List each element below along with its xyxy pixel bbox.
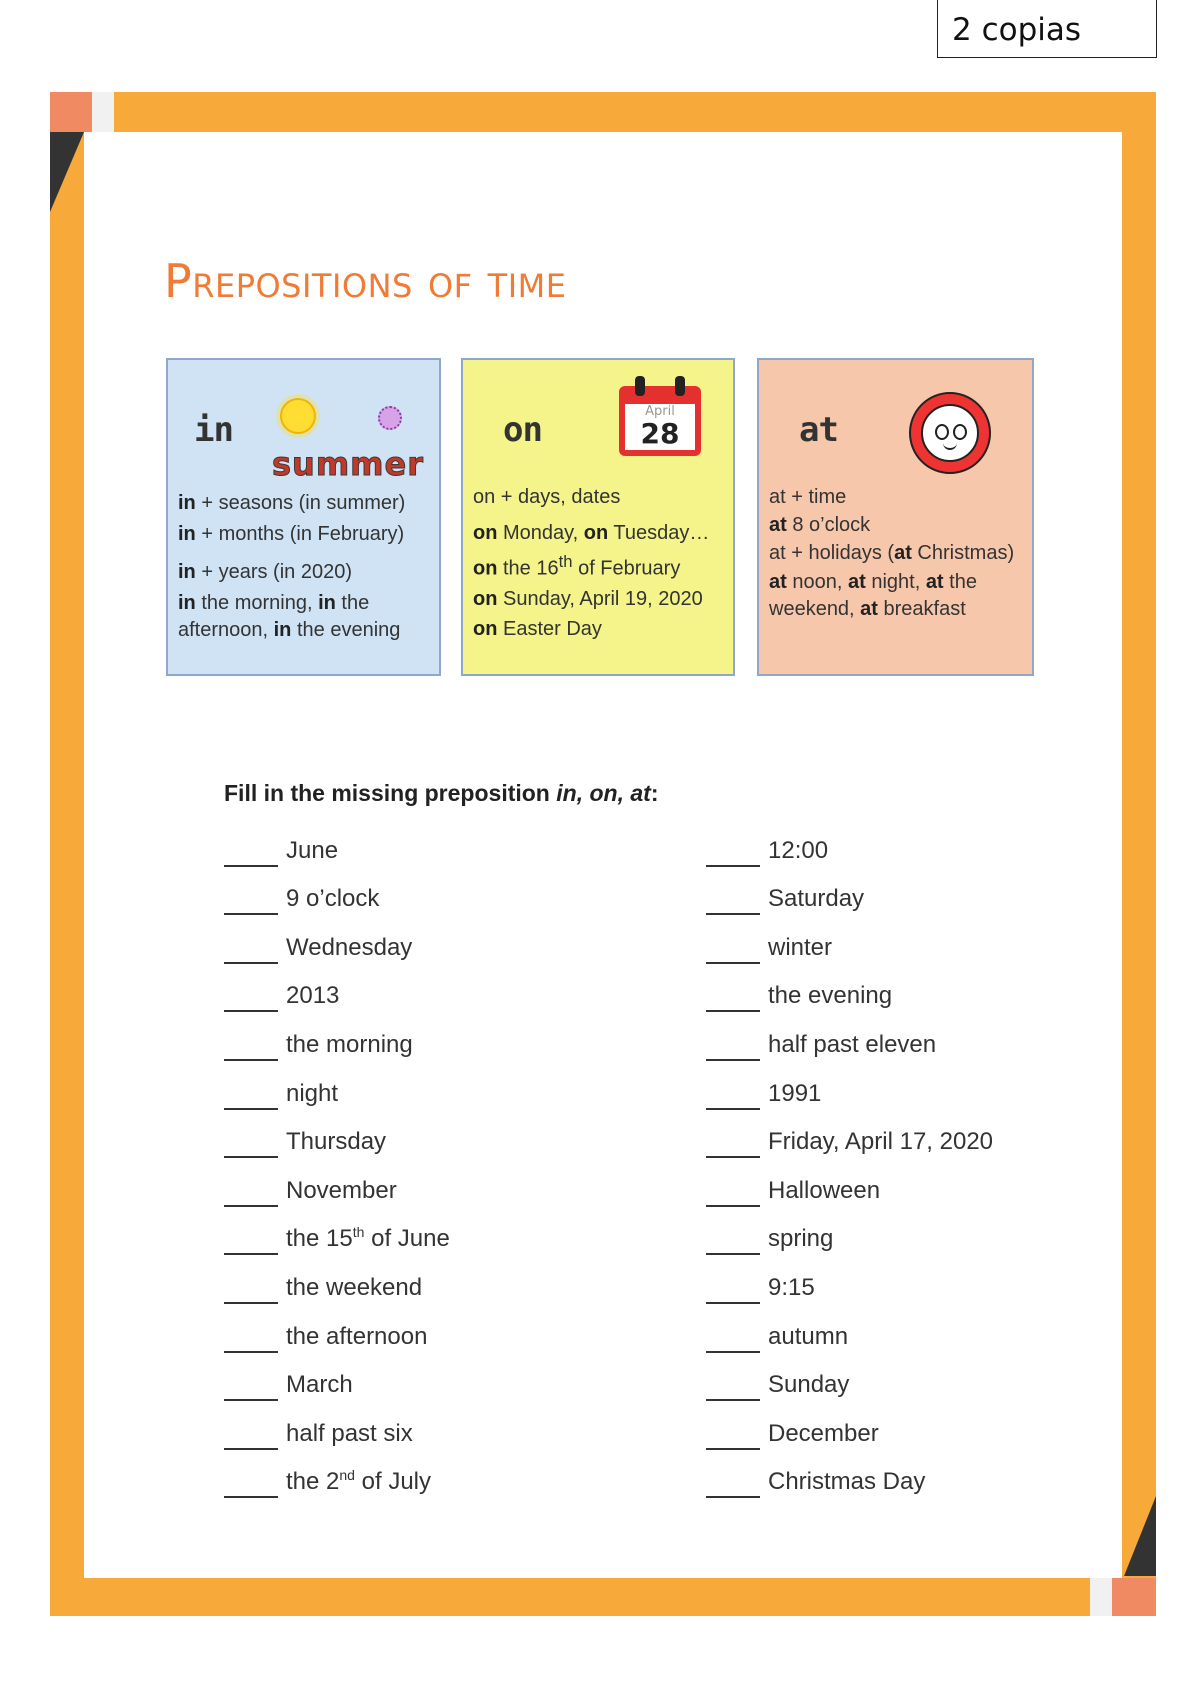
pencil-band-top-left — [92, 92, 114, 132]
answer-blank[interactable] — [224, 1426, 278, 1450]
answer-blank[interactable] — [706, 1134, 760, 1158]
exercise-item — [706, 822, 993, 871]
exercise-item — [706, 1259, 993, 1308]
exercise-item — [224, 1357, 450, 1406]
keyword-on: on — [503, 410, 542, 450]
exercise-item-text: the morning — [286, 1030, 413, 1058]
rule-line: on Monday, on Tuesday… — [473, 522, 710, 544]
rule-lines-in — [178, 488, 433, 646]
exercise-item — [706, 1357, 993, 1406]
exercise-item — [706, 1016, 993, 1065]
rule-line: in + years (in 2020) — [178, 561, 352, 583]
pencil-eraser-bottom-right — [1110, 1578, 1156, 1616]
exercise-item — [224, 919, 450, 968]
exercise-item — [706, 1211, 993, 1260]
answer-blank[interactable] — [706, 940, 760, 964]
calendar-month: April — [645, 404, 675, 419]
exercise-item — [706, 1308, 993, 1357]
exercise-item — [706, 1114, 993, 1163]
rule-line: in + months (in February) — [178, 523, 405, 545]
answer-blank[interactable] — [706, 1280, 760, 1304]
exercise-item-text: November — [286, 1176, 397, 1204]
exercise-item-text: Thursday — [286, 1128, 387, 1156]
answer-blank[interactable] — [706, 988, 760, 1012]
rule-line: on Easter Day — [473, 617, 602, 640]
rule-line: at noon, at night, at the — [769, 571, 977, 593]
calendar-day: 28 — [640, 417, 680, 450]
exercise-item — [224, 1162, 450, 1211]
pencil-tip-icon — [50, 132, 84, 212]
exercise-item-text: half past eleven — [768, 1030, 937, 1058]
answer-blank[interactable] — [224, 1231, 278, 1255]
exercise-column-right — [706, 822, 993, 1502]
exercise-item-text: 1991 — [768, 1079, 822, 1107]
rule-line: at 8 o’clock — [769, 514, 871, 536]
answer-blank[interactable] — [706, 1183, 760, 1207]
answer-blank[interactable] — [224, 1037, 278, 1061]
rule-box-at — [757, 358, 1034, 676]
sun-icon — [280, 398, 316, 434]
rule-line: on the 16th of February — [473, 552, 681, 580]
exercise-item-text: June — [286, 836, 339, 864]
exercise-item — [706, 919, 993, 968]
rule-line: on Sunday, April 19, 2020 — [473, 587, 703, 610]
answer-blank[interactable] — [224, 988, 278, 1012]
rule-lines-on — [473, 482, 727, 645]
exercise-item — [224, 1114, 450, 1163]
exercise-item-text: 9 o’clock — [286, 885, 380, 913]
exercise-item — [706, 871, 993, 920]
exercise-item — [224, 1016, 450, 1065]
exercise-item — [224, 1065, 450, 1114]
exercise-item-text: the afternoon — [286, 1322, 428, 1350]
answer-blank[interactable] — [706, 843, 760, 867]
pencil-eraser-top-left — [50, 92, 98, 132]
exercise-item-text: the 2nd of July — [286, 1467, 431, 1496]
exercise-item — [224, 968, 450, 1017]
rule-line: on + days, dates — [473, 486, 621, 508]
exercise-item — [224, 1308, 450, 1357]
rule-line: at + holidays (at Christmas) — [769, 542, 1015, 564]
exercise-item-text: Wednesday — [286, 933, 413, 961]
exercise-item-text: the evening — [768, 982, 893, 1010]
answer-blank[interactable] — [706, 1329, 760, 1353]
exercise-item-text: Halloween — [768, 1176, 881, 1204]
rule-line: in + seasons (in summer) — [178, 492, 406, 514]
answer-blank[interactable] — [706, 891, 760, 915]
exercise-item-text: night — [286, 1079, 339, 1107]
exercise-item-text: half past six — [286, 1419, 413, 1447]
page-title: Prepositions of time — [164, 254, 567, 308]
exercise-item — [224, 1454, 450, 1503]
exercise-item-text: Friday, April 17, 2020 — [768, 1128, 994, 1156]
exercise-item-text: spring — [768, 1225, 834, 1253]
exercise-item — [224, 1405, 450, 1454]
answer-blank[interactable] — [224, 940, 278, 964]
exercise-item-text: Saturday — [768, 885, 865, 913]
summer-picture-word: summer — [272, 445, 424, 483]
exercise-item — [224, 1259, 450, 1308]
exercise-item — [224, 822, 450, 871]
exercise-column-left — [224, 822, 450, 1502]
answer-blank[interactable] — [706, 1377, 760, 1401]
pencil-tip-icon — [1124, 1496, 1156, 1576]
exercise-item-text: March — [286, 1371, 353, 1399]
rule-line: in the morning, in the — [178, 592, 370, 614]
pencil-band-bottom-right — [1090, 1578, 1112, 1616]
exercise-item — [706, 968, 993, 1017]
keyword-in: in — [194, 410, 233, 450]
exercise-item — [706, 1405, 993, 1454]
exercise-item-text: autumn — [768, 1322, 849, 1350]
exercise-item — [224, 1211, 450, 1260]
clock-icon — [909, 392, 991, 474]
rule-lines-at — [769, 482, 1026, 625]
flower-icon — [378, 406, 402, 430]
answer-blank[interactable] — [224, 1086, 278, 1110]
answer-blank[interactable] — [224, 1474, 278, 1498]
exercise-item — [706, 1454, 993, 1503]
exercise-item — [706, 1162, 993, 1211]
answer-blank[interactable] — [224, 1183, 278, 1207]
calendar-icon — [619, 386, 701, 456]
exercise-item-text: Sunday — [768, 1371, 850, 1399]
answer-blank[interactable] — [224, 843, 278, 867]
answer-blank[interactable] — [224, 1134, 278, 1158]
answer-blank[interactable] — [706, 1086, 760, 1110]
exercise-item — [706, 1065, 993, 1114]
rule-line: at + time — [769, 486, 847, 508]
exercise-item-text: 2013 — [286, 982, 340, 1010]
rule-line: afternoon, in the evening — [178, 619, 401, 641]
answer-blank[interactable] — [224, 1280, 278, 1304]
exercise-item — [224, 871, 450, 920]
exercise-item-text: winter — [768, 933, 833, 961]
exercise-item-text: 12:00 — [768, 836, 829, 864]
exercise-item-text: the weekend — [286, 1273, 423, 1301]
exercise-item-text: December — [768, 1419, 879, 1447]
answer-blank[interactable] — [706, 1474, 760, 1498]
exercise-item-text: 9:15 — [768, 1273, 815, 1301]
rule-line: weekend, at breakfast — [769, 598, 966, 620]
rule-box-in — [166, 358, 441, 676]
exercise-item-text: Christmas Day — [768, 1468, 926, 1496]
answer-blank[interactable] — [224, 1329, 278, 1353]
keyword-at: at — [799, 410, 838, 450]
answer-blank[interactable] — [224, 891, 278, 915]
exercise-instruction: Fill in the missing preposition in, on, at: — [224, 780, 659, 806]
answer-blank[interactable] — [706, 1037, 760, 1061]
copies-note: 2 copias — [937, 0, 1157, 58]
exercise-item-text: the 15th of June — [286, 1224, 450, 1253]
answer-blank[interactable] — [706, 1426, 760, 1450]
answer-blank[interactable] — [706, 1231, 760, 1255]
rule-box-on — [461, 358, 735, 676]
answer-blank[interactable] — [224, 1377, 278, 1401]
